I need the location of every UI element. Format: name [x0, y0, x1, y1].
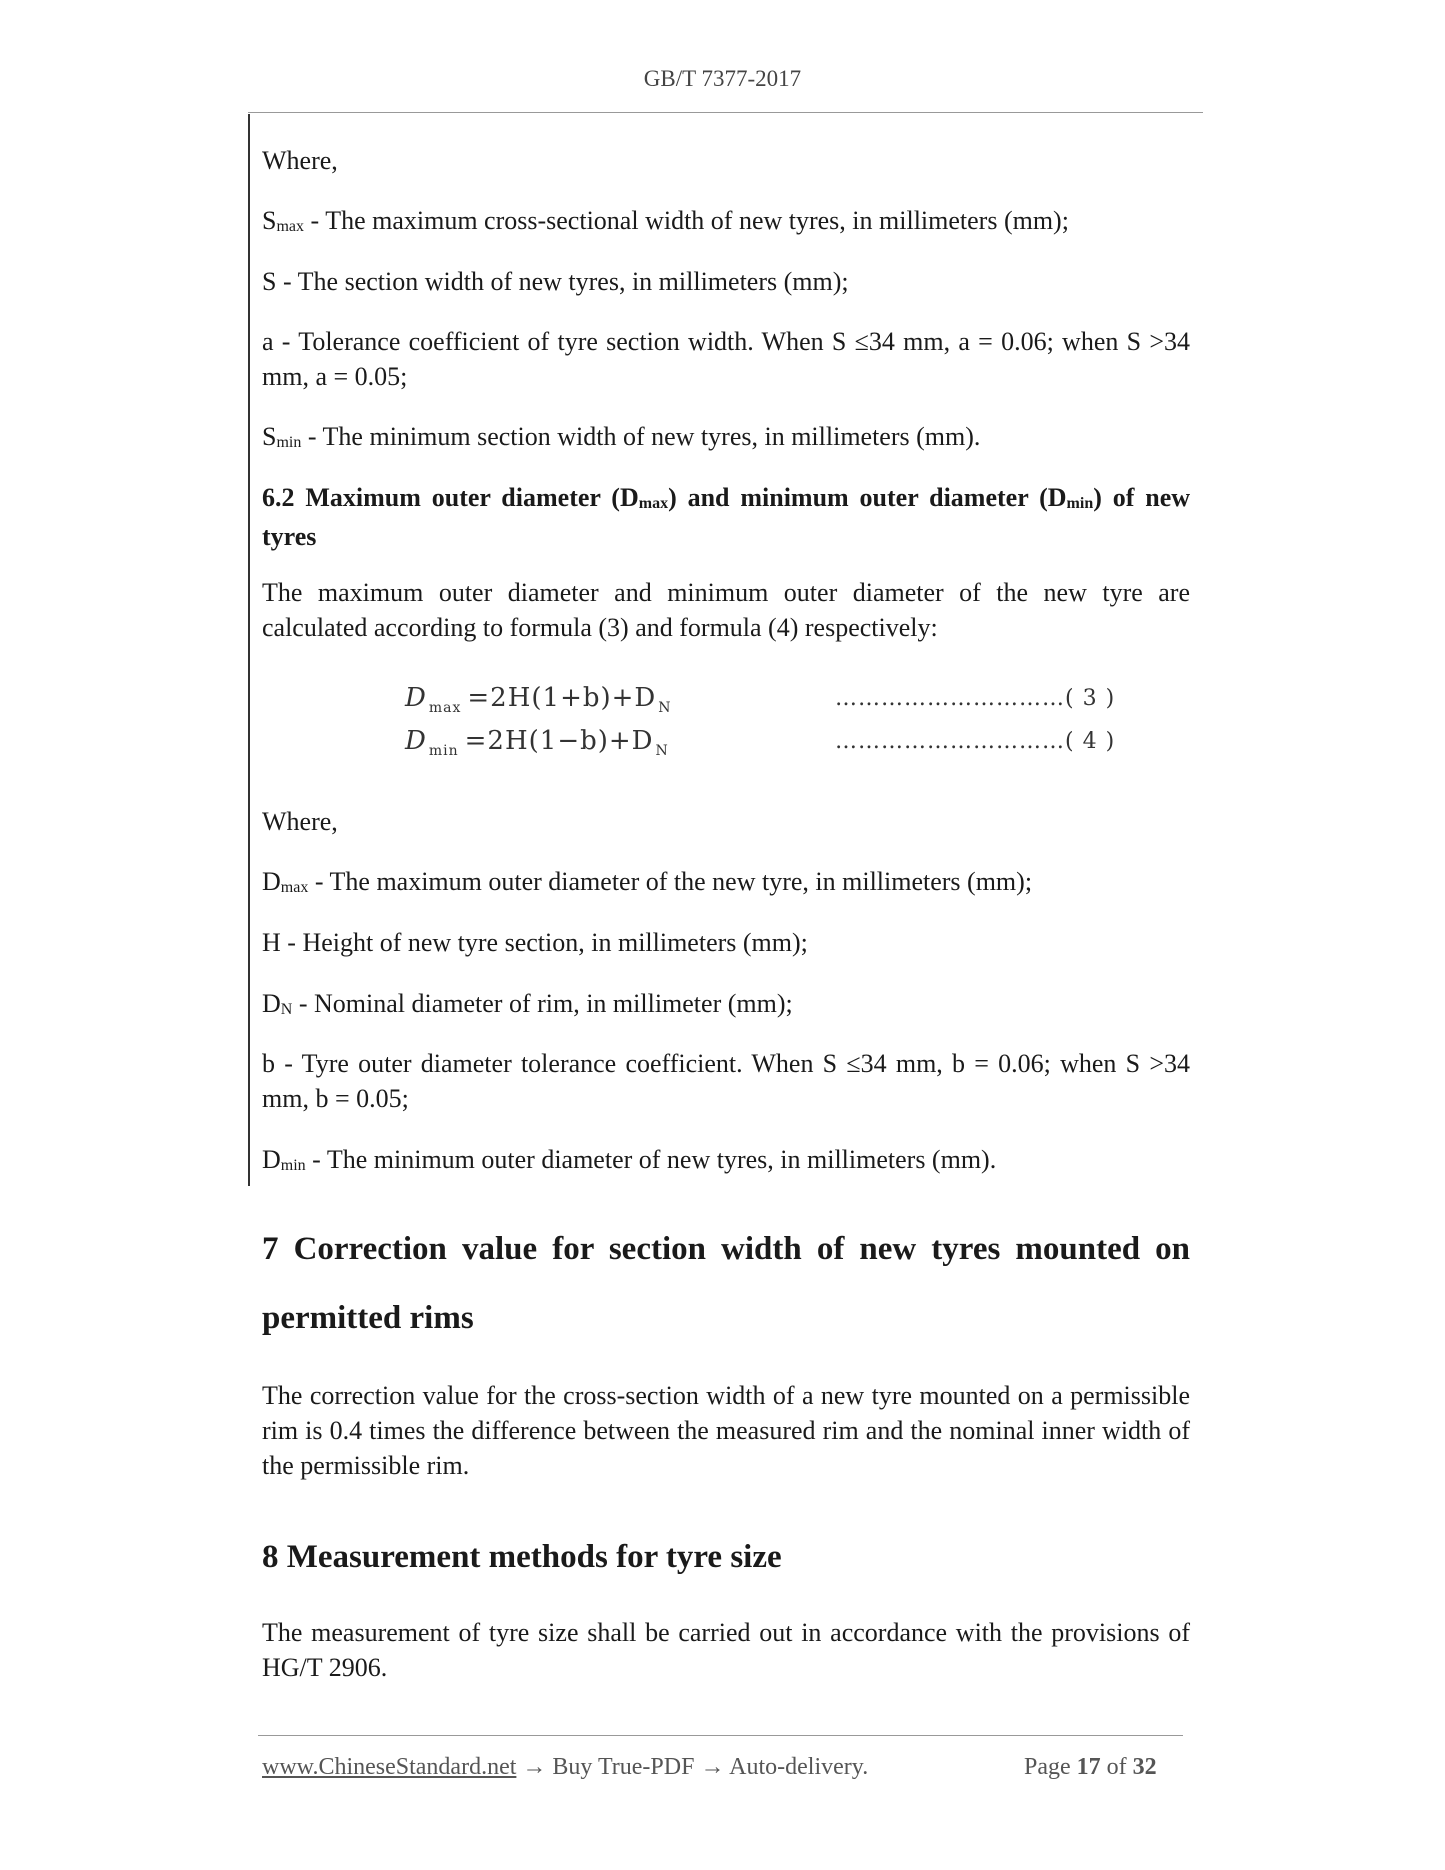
section-8-heading: 8 Measurement methods for tyre size — [262, 1539, 782, 1575]
document-header-title: GB/T 7377-2017 — [643, 66, 802, 91]
page-indicator: Page 17 of 32 — [1024, 1754, 1157, 1780]
formula-4: D $_{min}$ =2H(1−b)+D $_N$ — [405, 726, 669, 759]
definition-s: S - The section width of new tyres, in millimeters (mm); — [262, 267, 849, 296]
header-rule — [248, 112, 1203, 113]
chinesestandard-link[interactable]: www.ChineseStandard.net — [262, 1754, 517, 1780]
section-7-body: The correction value for the cross-section width of a new tyre mounted on a permissible rim is 0.4 times the difference between the measured rim and the nominal inner width of the permissible rim. — [262, 1381, 1190, 1480]
definition-a: a - Tolerance coefficient of tyre section width. When S ≤34 mm, a = 0.06; when S >34 mm, a = 0.05; — [262, 327, 1190, 391]
buy-true-pdf-link[interactable]: Buy True-PDF — [552, 1754, 695, 1780]
formula-3: D $_{max}$ =2H(1+b)+D $_N$ — [405, 683, 672, 716]
formula-4-number: …………………………( 4 ) — [835, 729, 1116, 754]
section-7-heading-line1: 7 Correction value for section width of new tyres mounted on — [262, 1231, 1190, 1267]
footer-links: www.ChineseStandard.net → Buy True-PDF → Auto-delivery. — [262, 1754, 869, 1780]
definition-h: H - Height of new tyre section, in millimeters (mm); — [262, 928, 808, 957]
change-bar — [248, 114, 250, 1186]
total-pages-number: 32 — [1132, 1754, 1157, 1780]
footer-rule — [258, 1735, 1183, 1736]
definition-smax: $S_{max}$ - The maximum cross-sectional width of new tyres, in millimeters (mm); — [262, 206, 1069, 235]
where-label: Where, — [262, 146, 338, 175]
auto-delivery-text: Auto-delivery. — [729, 1754, 869, 1780]
definition-smin: $S_{min}$ - The minimum section width of new tyres, in millimeters (mm). — [262, 422, 981, 451]
section-8-body: The measurement of tyre size shall be carried out in accordance with the provisions of HG/T 2906. — [262, 1618, 1190, 1682]
formula-3-number: …………………………( 3 ) — [835, 686, 1116, 711]
definition-dn: $D_N$ - Nominal diameter of rim, in millimeter (mm); — [262, 989, 793, 1018]
section-6-2-heading: 6.2 Maximum outer diameter $(D_{max})$ and minimum outer diameter $(D_{min})$ of new tyres — [262, 483, 1191, 551]
definition-b: b - Tyre outer diameter tolerance coefficient. When S ≤34 mm, b = 0.06; when S >34 mm, b = 0.05; — [262, 1049, 1190, 1113]
current-page-number: 17 — [1076, 1754, 1101, 1780]
section-6-2-intro: The maximum outer diameter and minimum outer diameter of the new tyre are calculated according to formula (3) and formula (4) respectively: — [262, 578, 1190, 642]
definition-dmin: $D_{min}$ - The minimum outer diameter of new tyres, in millimeters (mm). — [262, 1145, 997, 1174]
where-label-2: Where, — [262, 807, 338, 836]
section-7-heading-line2: permitted rims — [262, 1300, 474, 1336]
definition-dmax: $D_{max}$ - The maximum outer diameter of the new tyre, in millimeters (mm); — [262, 867, 1033, 896]
